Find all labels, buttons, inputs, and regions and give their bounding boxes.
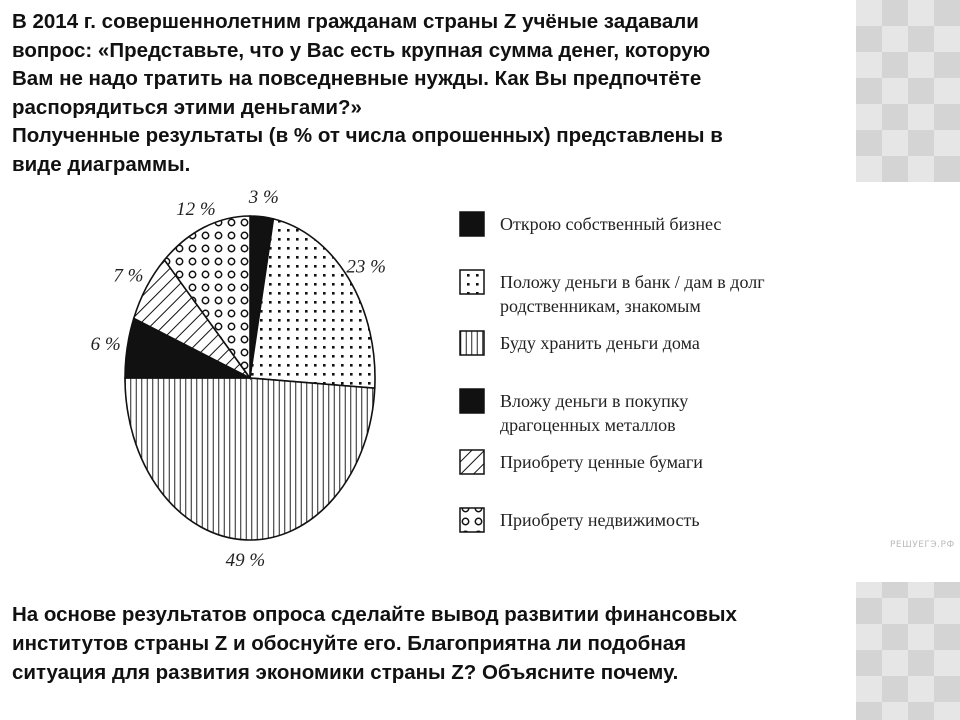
legend-label-2: родственникам, знакомым — [500, 296, 701, 316]
legend-swatch-3 — [460, 331, 484, 355]
task-line: институтов страны Z и обоснуйте его. Благоприятна ли подобная — [12, 632, 687, 655]
task-line: На основе результатов опроса сделайте вывод развитии финансовых — [12, 603, 737, 626]
legend-label-1: Открою собственный бизнес — [500, 214, 722, 234]
question-line: виде диаграммы. — [12, 152, 191, 176]
legend-label-3: Буду хранить деньги дома — [500, 333, 700, 353]
watermark: РЕШУЕГЭ.РФ — [890, 540, 955, 550]
question-line: Вам не надо тратить на повседневные нужды. Как Вы предпочтёте — [12, 67, 702, 90]
question-line: распорядиться этими деньгами?» — [12, 95, 362, 119]
slice-value-label: 6 % — [90, 333, 121, 355]
task-line: ситуация для развития экономики страны Z? Объясните почему. — [12, 661, 679, 684]
question-line: вопрос: «Представьте, что у Вас есть крупная сумма денег, которую — [12, 38, 711, 62]
pie-slice-3 — [125, 378, 375, 540]
legend-label-4: драгоценных металлов — [500, 415, 676, 435]
legend-swatch-1 — [460, 212, 484, 236]
background-panel — [856, 182, 960, 582]
pie-slices — [125, 216, 375, 540]
slice-value-label: 49 % — [225, 549, 266, 571]
legend-swatch-4 — [460, 389, 484, 413]
legend-label-6: Приобрету недвижимость — [500, 510, 700, 530]
legend-swatch-2 — [460, 270, 484, 294]
legend-swatch-5 — [460, 450, 484, 474]
slice-value-label: 7 % — [113, 265, 144, 287]
question-line: Полученные результаты (в % от числа опрошенных) представлены в — [12, 124, 723, 147]
slice-value-label: 3 % — [248, 186, 279, 208]
question-line: В 2014 г. совершеннолетним гражданам страны Z учёные задавали — [12, 10, 699, 33]
legend-label-4: Вложу деньги в покупку — [500, 391, 689, 411]
legend-swatch-6 — [460, 508, 484, 532]
legend-label-2: Положу деньги в банк / дам в долг — [500, 272, 765, 292]
task-text — [12, 600, 872, 687]
pie-chart — [90, 186, 870, 571]
legend-label-5: Приобрету ценные бумаги — [500, 452, 703, 472]
slice-value-label: 12 % — [176, 198, 216, 220]
slice-value-label: 23 % — [346, 256, 386, 278]
question-text — [12, 8, 852, 179]
legend — [460, 212, 765, 532]
